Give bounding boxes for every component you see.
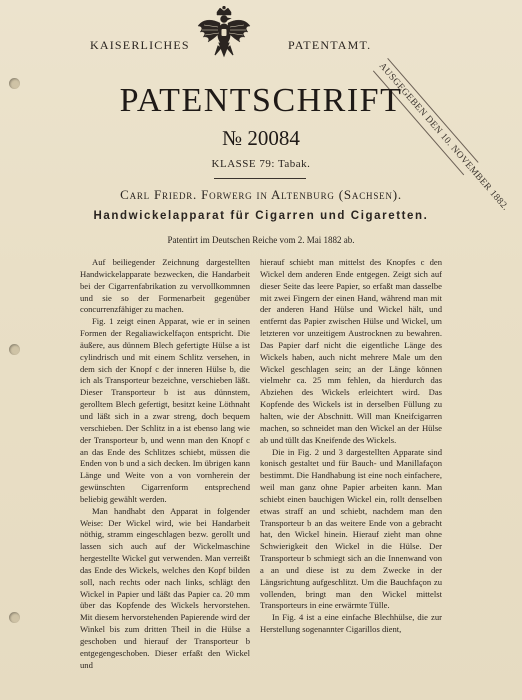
issue-date-stamp: AUSGEGEBEN DEN 10. NOVEMBER 1882. xyxy=(373,58,479,175)
divider xyxy=(214,178,306,179)
document-title: PATENTSCHRIFT xyxy=(119,82,403,119)
punch-hole xyxy=(9,344,20,355)
paragraph: hierauf schiebt man mittelst des Knopfes c den Wickel dem anderen Ende entgegen. Zeigt sich auf dieser Seite das leere Papier, so erfaßt man dasselbe mit zwei Fingern der einen Hand, während man mit der anderen Hand Hülse und Wickel hält, und entfernt das Papier zwischen Hülse und Wickel, um letzteren vor unzeitigem Austrocknen zu bewahren. Das Papier darf nicht die eigentliche Länge des Wickels haben, auch nicht mehrere Male um den Wickel geschlagen sein; an der Länge können vielmehr ca. 25 mm fehlen, da hierdurch das Abziehen des Wickels erleichtert wird. Das Kopfende des Wickels ist in derselben Füllung zu halten, wie der Abschnitt. Will man Kneifcigarren machen, so schneidet man den Wickel an der Hülse ab und tüllt das Kneifende des Wickels. xyxy=(260,257,442,445)
office-header-left: KAISERLICHES xyxy=(90,38,190,52)
punch-hole xyxy=(9,612,20,623)
inventor-line: Carl Friedr. Forwerg in Altenburg (Sachsen). xyxy=(120,187,402,202)
imperial-eagle-icon xyxy=(196,6,252,62)
invention-title: Handwickelapparat für Cigarren und Cigaretten. xyxy=(93,210,429,222)
paragraph: Man handhabt den Apparat in folgender Weise: Der Wickel wird, wie bei Handarbeit nöthig, stramm eingeschlagen bezw. gerollt und lassen sich auch auf der Wickelmaschine hergestellte Wickel gut verwenden. Man verreißt das Ende des Wickels, welches den Kopf bilden soll, nach rechts oder nach links, schlägt den Wickel in Papier und läßt das Papier ca. 20 mm über das Kopfende des Wickels hervorstehen. Mit diesem hervorstehenden Papierende wird der Winkel bis zum dritten Theil in die Hülse a geschoben und hierauf der Transporteur b entgegengeschoben. Dieser erfaßt den Wickel und xyxy=(80,505,250,670)
patent-number: № 20084 xyxy=(222,126,300,150)
patent-class: KLASSE 79: Tabak. xyxy=(211,158,311,170)
patent-date: Patentirt im Deutschen Reiche vom 2. Mai 1882 ab. xyxy=(167,235,355,245)
paragraph: Die in Fig. 2 und 3 dargestellten Apparate sind konisch gestaltet und für Bauch- und Manillafaçon bestimmt. Die Handhabung ist eine noch einfachere, weil man ganz ohne Papier arbeiten kann. Man schiebt einen bauchigen Wickel ein, rollt denselben etwas straff an und schiebt, nachdem man den Transporteur b an das weitere Ende von a gebracht hat, den Wickel hinein. Hierauf zieht man ohne Schwierigkeit den Wickel in die Hülse. Der Transporteur b schmiegt sich an die Innenwand von a an und diese ist zu dem Zwecke in der Längsrichtung aufgeschlitzt. Um die Bauchfaçon zu vollenden, bringt man den Wickel mittelst Transporteurs in eine erwärmte Tülle. xyxy=(260,446,442,611)
body-column-left xyxy=(80,257,250,672)
body-column-right xyxy=(260,257,442,636)
paragraph: In Fig. 4 ist a eine einfache Blechhülse, die zur Herstellung sogenannter Cigarillos dient, xyxy=(260,612,442,635)
office-header-right: PATENTAMT. xyxy=(288,38,372,52)
paragraph: Auf beiliegender Zeichnung dargestellten Handwickelapparate bezwecken, die Handarbeit bei der Cigarrenfabrikation zu vervollkommnen und sie so der Formenarbeit gegenüber concurrenzfähiger zu machen. xyxy=(80,257,250,315)
paragraph: Fig. 1 zeigt einen Apparat, wie er in seinen Formen der Regaliawickelfaçon entspricht. Die äußere, aus dünnem Blech gefertigte Hülse a ist cylindrisch und mit einem Schlitz versehen, in dem sich der Knopf c der inneren Hülse b, die ich als Transporteur bezeichne, verschieben läßt. Dieser Transporteur b ist aus dünnstem, gerolltem Blech gefertigt, besitzt keine Löthnaht und läßt sich in a zwar streng, doch bequem verschieben. Der Schlitz in a ist ebenso lang wie der Transporteur b, und wenn man den Knopf c an das Ende des Schlitzes schiebt, müssen die Enden von b und a sich decken. Im übrigen kann Länge und Weite von a von vornherein der gewünschten Cigarrenform entsprechend beliebig gewählt werden. xyxy=(80,316,250,504)
